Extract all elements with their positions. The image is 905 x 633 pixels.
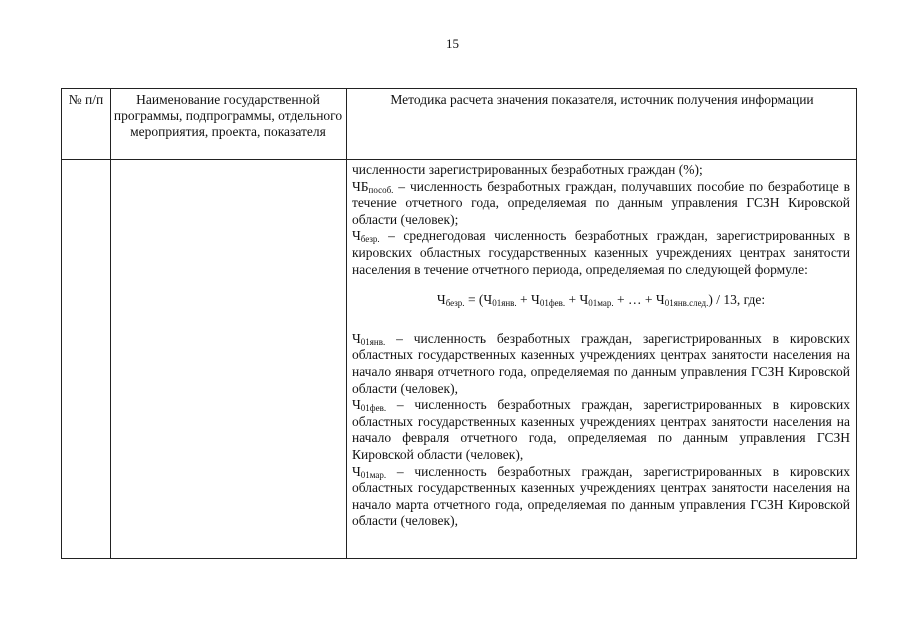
symbol-subscript: 01янв.	[360, 336, 386, 347]
formula	[352, 278, 850, 331]
definition-feb	[352, 397, 850, 463]
header-divider	[62, 159, 856, 160]
formula-part: = (Ч	[464, 292, 493, 308]
definition-text: – численность безработных граждан, зарегистрированных в кировских областных государственных казенных учреждениях центрах занятости населения на начало февраля отчетного года, определяемая по данным управления ГСЗН Кировской области (человек),	[352, 397, 850, 462]
definition-text: – численность безработных граждан, зарегистрированных в кировских областных государственных казенных учреждениях центрах занятости населения на начало января отчетного года, определяемая по данным управления ГСЗН Кировской области (человек),	[352, 330, 850, 396]
formula-subscript: 01янв.след.	[664, 298, 709, 309]
symbol-subscript: 01фев.	[360, 403, 387, 414]
symbol: Ч	[352, 463, 361, 479]
definition-jan	[352, 331, 850, 397]
header-method: Методика расчета значения показателя, источник получения информации	[390, 92, 814, 107]
symbol: Ч	[352, 228, 361, 244]
formula-subscript: 01фев.	[539, 298, 566, 309]
formula-subscript: 01мар.	[588, 298, 614, 309]
formula-part: Ч	[436, 292, 446, 308]
page-number: 15	[446, 36, 459, 51]
formula-part: + … + Ч	[613, 292, 665, 308]
formula-subscript: безр.	[445, 298, 465, 309]
symbol: Ч	[352, 330, 361, 346]
symbol-subscript: безр.	[360, 234, 380, 245]
text-line: численности зарегистрированных безработных граждан (%);	[352, 162, 703, 177]
method-cell	[352, 162, 850, 530]
definition-mar	[352, 464, 850, 530]
definition-text: – численность безработных граждан, зарегистрированных в кировских областных государственных казенных учреждениях центрах занятости населения на начало марта отчетного года, определяемая по данным управления ГСЗН Кировской области (человек),	[352, 463, 850, 529]
symbol-subscript: 01мар.	[360, 469, 387, 480]
symbol: ЧБ	[352, 178, 369, 194]
header-name: Наименование государственной программы, подпрограммы, отдельного мероприятия, проекта, показателя	[113, 92, 343, 139]
formula-part: ) / 13, где:	[708, 292, 766, 308]
formula-subscript: 01янв.	[492, 298, 517, 309]
symbol: Ч	[352, 397, 361, 413]
formula-part: + Ч	[565, 292, 589, 308]
definition-text: – среднегодовая численность безработных граждан, зарегистрированных в кировских областных государственных казенных учреждениях центрах занятости населения в течение отчетного периода, определяемая по следующей формуле:	[352, 228, 850, 277]
document-table	[61, 88, 857, 559]
definition-text: – численность безработных граждан, получавших пособие по безработице в течение отчетного года, определяемая по данным управления ГСЗН Кировской области (человек);	[352, 178, 850, 227]
symbol-subscript: пособ.	[368, 184, 394, 195]
header-number: № п/п	[68, 92, 104, 107]
definition-chb	[352, 179, 850, 229]
formula-part: + Ч	[516, 292, 540, 308]
definition-chbez	[352, 228, 850, 278]
